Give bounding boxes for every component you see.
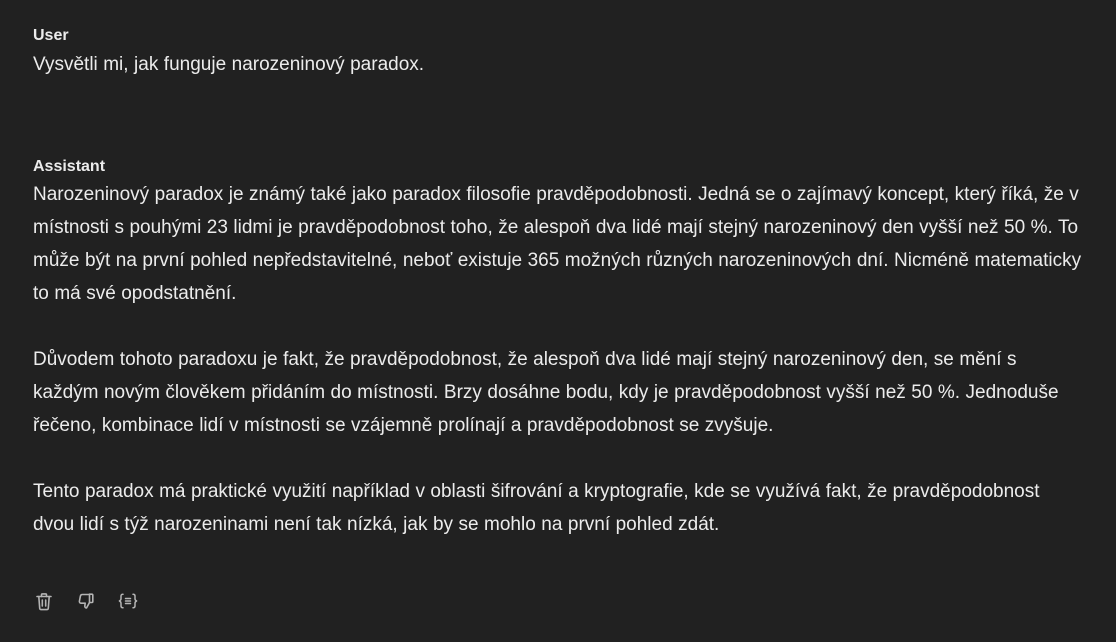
code-braces-icon bbox=[118, 592, 138, 610]
assistant-message bbox=[33, 156, 1083, 541]
assistant-paragraph: Tento paradox má praktické využití například v oblasti šifrování a kryptografie, kde se využívá fakt, že pravděpodobnost dvou lidí s týž narozeninami není tak nízká, jak by se mohlo na první pohled zdát. bbox=[33, 481, 1040, 535]
view-source-button[interactable] bbox=[117, 590, 139, 612]
user-role-label: User bbox=[33, 27, 69, 44]
user-message-text: Vysvětli mi, jak funguje narozeninový paradox. bbox=[33, 54, 425, 75]
thumbs-down-icon bbox=[77, 592, 95, 610]
thumbs-down-button[interactable] bbox=[75, 590, 97, 612]
delete-button[interactable] bbox=[33, 590, 55, 612]
user-message bbox=[33, 25, 1083, 81]
assistant-role-label: Assistant bbox=[33, 158, 106, 175]
trash-icon bbox=[35, 592, 53, 611]
assistant-paragraph: Důvodem tohoto paradoxu je fakt, že pravděpodobnost, že alespoň dva lidé mají stejný narozeninový den, se mění s každým novým člověkem přidáním do místnosti. Brzy dosáhne bodu, kdy je pravděpodobnost vyšší než 50 %. Jednoduše řečeno, kombinace lidí v místnosti se vzájemně prolínají a pravděpodobnost se zvyšuje. bbox=[33, 349, 1059, 436]
assistant-paragraph: Narozeninový paradox je známý také jako paradox filosofie pravděpodobnosti. Jedná se o zajímavý koncept, který říká, že v místnosti s pouhými 23 lidmi je pravděpodobnost toho, že alespoň dva lidé mají stejný narozeninový den vyšší než 50 %. To může být na první pohled nepředstavitelné, neboť existuje 365 možných různých narozeninových dní. Nicméně matematicky to má své opodstatnění. bbox=[33, 184, 1082, 304]
message-actions bbox=[33, 590, 139, 612]
assistant-message-body bbox=[33, 178, 1083, 541]
